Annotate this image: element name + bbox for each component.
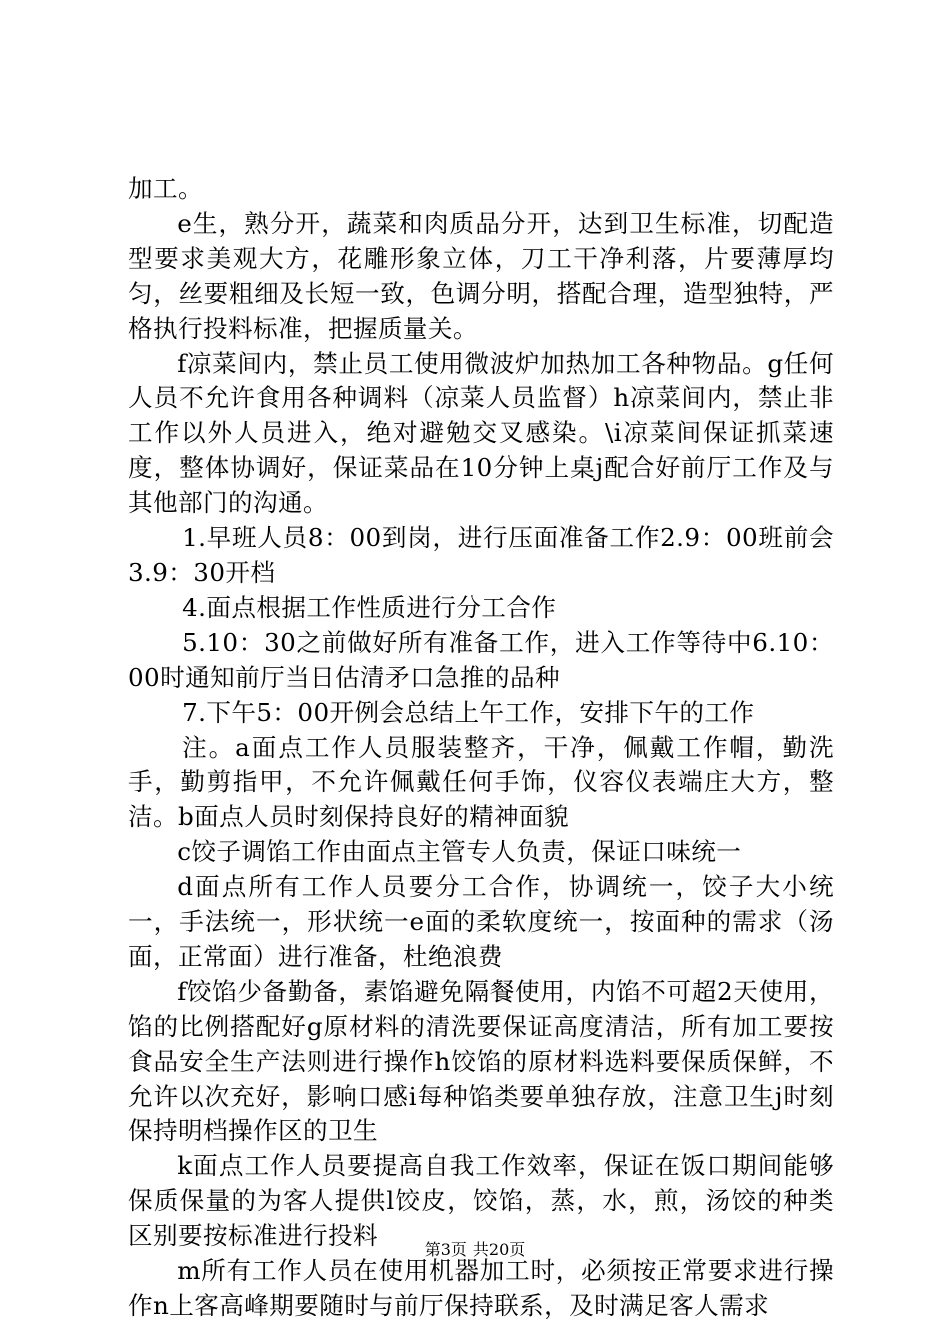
paragraph-4: 1.早班人员8：00到岗，进行压面准备工作2.9：00班前会3.9：30开档 bbox=[128, 523, 834, 587]
page-number: 第3页 bbox=[424, 1240, 467, 1259]
paragraph-6: 5.10：30之前做好所有准备工作，进入工作等待中6.10：00时通知前厅当日估清矛口急推的品种 bbox=[128, 627, 834, 692]
paragraph-13: m所有工作人员在使用机器加工时，必须按正常要求进行操作n上客高峰期要随时与前厅保持联系，及时满足客人需求 bbox=[128, 1256, 834, 1320]
paragraph-12: k面点工作人员要提高自我工作效率，保证在饭口期间能够保质保量的为客人提供l饺皮，饺馅，蒸，水，煎，汤饺的种类区别要按标准进行投料 bbox=[128, 1151, 834, 1251]
paragraph-1: 加工。 bbox=[128, 174, 203, 203]
paragraph-8: 注。a面点工作人员服装整齐，干净，佩戴工作帽，勤洗手，勤剪指甲，不允许佩戴任何手饰，仪容仪表端庄大方，整洁。b面点人员时刻保持良好的精神面貌 bbox=[128, 732, 834, 832]
paragraph-3: f凉菜间内，禁止员工使用微波炉加热加工各种物品。g任何人员不允许食用各种调料（凉菜人员监督）h凉菜间内，禁止非工作以外人员进入，绝对避勉交叉感染。\i凉菜间保证抓菜速度，整体协调好，保证菜品在10分钟上桌j配合好前厅工作及与其他部门的沟通。 bbox=[128, 348, 834, 518]
paragraph-5: 4.面点根据工作性质进行分工合作 bbox=[182, 592, 557, 622]
page-footer bbox=[0, 1240, 950, 1260]
paragraph-10: d面点所有工作人员要分工合作，协调统一，饺子大小统一，手法统一，形状统一e面的柔软度统一，按面种的需求（汤面，正常面）进行准备，杜绝浪费 bbox=[128, 872, 834, 971]
paragraph-7: 7.下午5：00开例会总结上午工作，安排下午的工作 bbox=[182, 697, 755, 727]
paragraph-2: e生，熟分开，蔬菜和肉质品分开，达到卫生标准，切配造型要求美观大方，花雕形象立体，刀工干净利落，片要薄厚均匀，丝要粗细及长短一致，色调分明，搭配合理，造型独特，严格执行投料标准，把握质量关。 bbox=[128, 208, 834, 343]
paragraph-11: f饺馅少备勤备，素馅避免隔餐使用，内馅不可超2天使用，馅的比例搭配好g原材料的清洗要保证高度清洁，所有加工要按食品安全生产法则进行操作h饺馅的原材料选料要保质保鲜，不允许以次充好，影响口感i每种馅类要单独存放，注意卫生j时刻保持明档操作区的卫生 bbox=[128, 976, 834, 1146]
paragraph-9: c饺子调馅工作由面点主管专人负责，保证口味统一 bbox=[177, 837, 742, 867]
document-body bbox=[128, 172, 834, 1324]
page-total: 共20页 bbox=[472, 1240, 526, 1259]
